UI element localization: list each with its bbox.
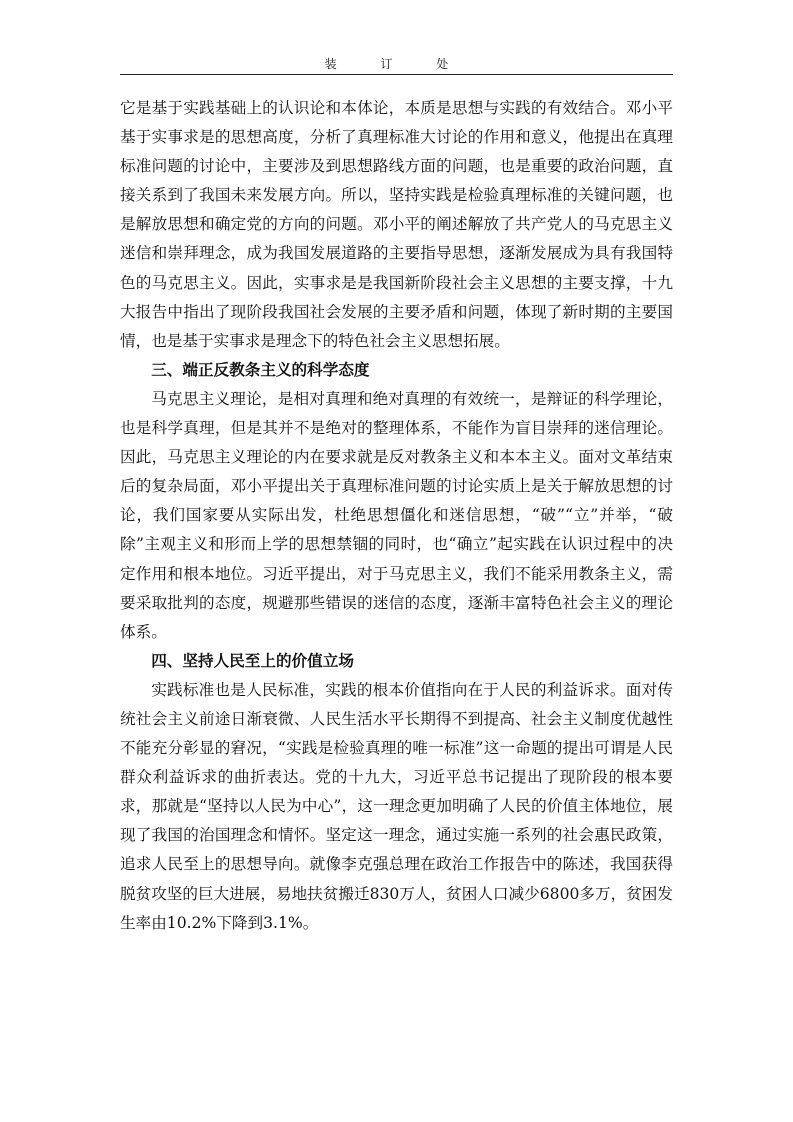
section-heading-3: 三、端正反教条主义的科学态度 [151, 360, 370, 379]
section-heading-4: 四、坚持人民至上的价值立场 [151, 651, 354, 670]
body-paragraph: 它是基于实践基础上的认识论和本体论，本质是思想与实践的有效结合。邓小平基于实事求是的思想高度，分析了真理标准大讨论的作用和意义，他提出在真理标准问题的讨论中，主要涉及到思想路线方面的问题，也是重要的政治问题，直接关系到了我国未来发展方向。所以，坚持实践是检验真理标准的关键问题，也是解放思想和确定党的方向的问题。邓小平的阐述解放了共产党人的马克思主义迷信和崇拜理念，成为我国发展道路的主要指导思想，逐渐发展成为具有我国特色的马克思主义。因此，实事求是是我国新阶段社会主义思想的主要支撑，十九大报告中指出了现阶段我国社会发展的主要矛盾和问题，体现了新时期的主要国情，也是基于实事求是理念下的特色社会主义思想拓展。 [120, 99, 673, 350]
body-paragraph: 马克思主义理论，是相对真理和绝对真理的有效统一，是辩证的科学理论，也是科学真理，但是其并不是绝对的整理体系，不能作为盲目崇拜的迷信理论。因此，马克思主义理论的内在要求就是反对教条主义和本本主义。面对文革结束后的复杂局面，邓小平提出关于真理标准问题的讨论实质上是关于解放思想的讨论，我们国家要从实际出发，杜绝思想僵化和迷信思想，“破”“立”并举，“破除”主观主义和形而上学的思想禁锢的同时，也“确立”起实践在认识过程中的决定作用和根本地位。习近平提出，对于马克思主义，我们不能采用教条主义，需要采取批判的态度，规避那些错误的迷信的态度，逐渐丰富特色社会主义的理论体系。 [120, 389, 673, 641]
body-paragraph: 实践标准也是人民标准，实践的根本价值指向在于人民的利益诉求。面对传统社会主义前途日渐衰微、人民生活水平长期得不到提高、社会主义制度优越性不能充分彰显的窘况，“实践是检验真理的唯一标准”这一命题的提出可谓是人民群众利益诉求的曲折表达。党的十九大，习近平总书记提出了现阶段的根本要求，那就是“坚持以人民为中心”，这一理念更加明确了人民的价值主体地位，展现了我国的治国理念和情怀。坚定这一理念，通过实施一系列的社会惠民政策，追求人民至上的思想导向。就像李克强总理在政治工作报告中的陈述，我国获得脱贫攻坚的巨大进展，易地扶贫搬迁830万人，贫困人口减少6800多万，贫困发生率由10.2%下降到3.1%。 [120, 680, 673, 932]
binding-margin-label: 装 订 处 [324, 57, 469, 71]
header-divider [120, 74, 673, 75]
document-body [120, 94, 673, 938]
